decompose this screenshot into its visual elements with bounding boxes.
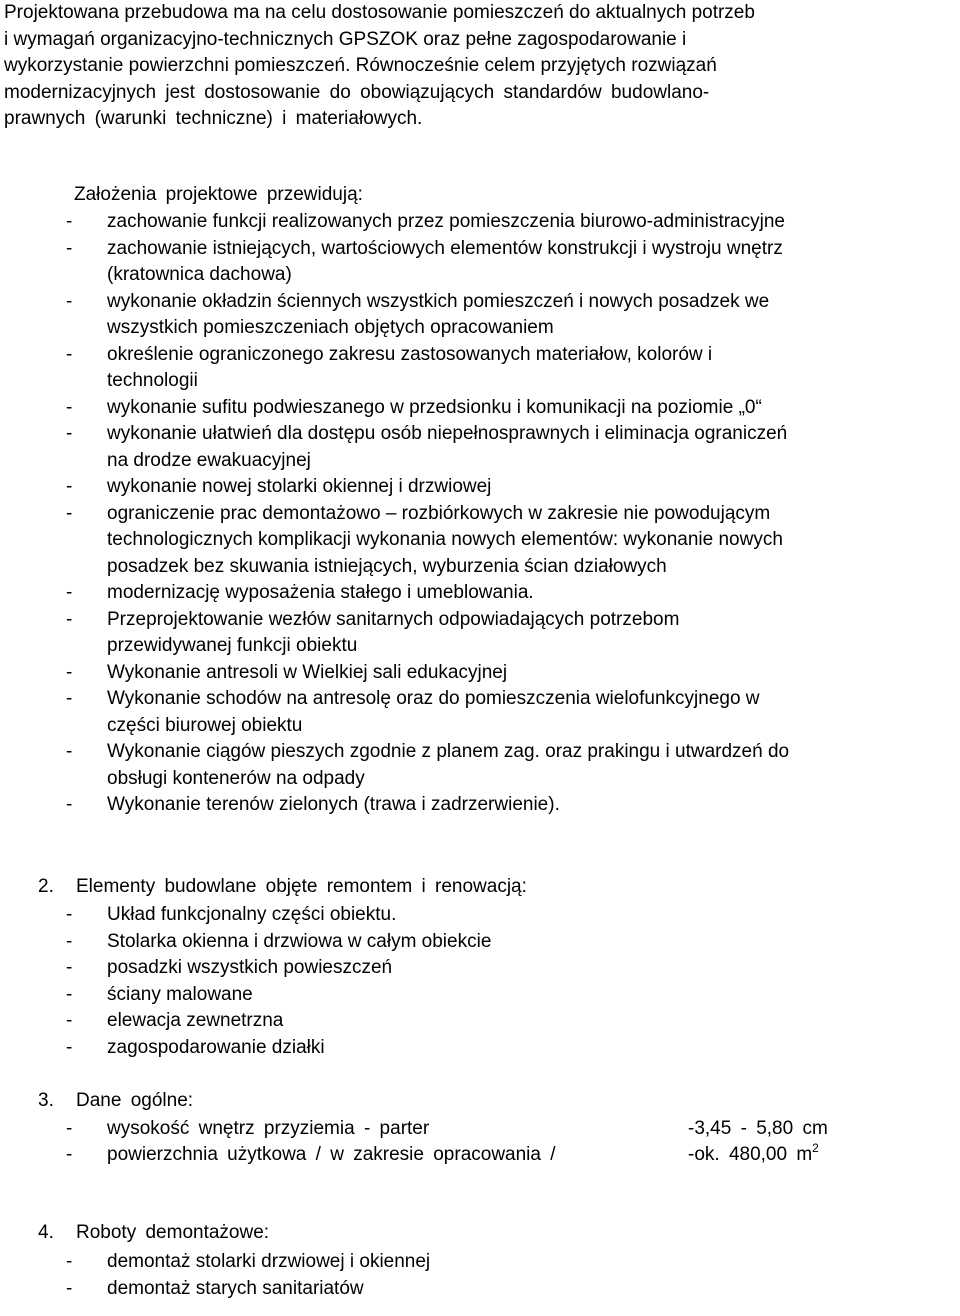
section-number: 4.: [38, 1222, 54, 1243]
dash-bullet: -: [66, 237, 73, 259]
dash-bullet: -: [66, 794, 73, 815]
dash-bullet: -: [66, 904, 73, 925]
dash-bullet: -: [66, 343, 73, 365]
assumptions-list: [66, 209, 789, 819]
intro-line: modernizacyjnych jest dostosowanie do obowiązujących standardów budowlano-: [4, 81, 710, 103]
list-item: [66, 1008, 491, 1035]
list-item: [66, 902, 491, 929]
dash-bullet: -: [66, 957, 73, 978]
list-item: [66, 1035, 491, 1062]
list-item-line: Stolarka okienna i drzwiowa w całym obiekcie: [107, 930, 492, 952]
list-item-line: zachowanie funkcji realizowanych przez pomieszczenia biurowo-administracyjne: [107, 211, 785, 232]
list-item-line: na drodze ewakuacyjnej: [107, 449, 311, 471]
list-item: [66, 474, 789, 501]
data-label: powierzchnia użytkowa / w zakresie opracowania /: [107, 1144, 556, 1165]
section-2-heading: [38, 876, 527, 898]
data-row-height: [66, 1116, 956, 1143]
section-title: Dane ogólne:: [76, 1090, 194, 1111]
section-3-heading: [38, 1090, 193, 1112]
list-item-line: Wykonanie schodów na antresolę oraz do pomieszczenia wielofunkcyjnego w: [107, 688, 760, 709]
list-item-line: (kratownica dachowa): [107, 264, 292, 285]
list-item: [66, 209, 789, 236]
list-item-line: wykonanie ułatwień dla dostępu osób niepełnosprawnych i eliminacja ograniczeń: [107, 423, 788, 444]
list-item: [66, 421, 789, 474]
list-item-line: wszystkich pomieszczeniach objętych opracowaniem: [107, 317, 554, 338]
section-4-heading: [38, 1222, 269, 1244]
list-item-line: modernizację wyposażenia stałego i umeblowania.: [107, 582, 534, 603]
dash-bullet: -: [66, 211, 73, 232]
list-item-line: Wykonanie terenów zielonych (trawa i zadrzerwienie).: [107, 794, 560, 815]
dash-bullet: -: [66, 1144, 73, 1165]
list-item: [66, 955, 491, 982]
dash-bullet: -: [66, 582, 73, 603]
list-item: [66, 1276, 430, 1303]
list-item-line: demontaż starych sanitariatów: [107, 1277, 364, 1299]
list-item-line: demontaż stolarki drzwiowej i okiennej: [107, 1251, 431, 1272]
list-item-line: Przeprojektowanie wezłów sanitarnych odpowiadających potrzebom: [107, 608, 680, 630]
list-item: [66, 236, 789, 289]
dash-bullet: -: [66, 1251, 73, 1272]
list-item-line: części biurowej obiektu: [107, 714, 303, 736]
list-item-line: Wykonanie antresoli w Wielkiej sali edukacyjnej: [107, 661, 508, 683]
dash-bullet: -: [66, 502, 73, 524]
intro-line: Projektowana przebudowa ma na celu dostosowanie pomieszczeń do aktualnych potrzeb: [4, 2, 755, 23]
list-item: [66, 686, 789, 739]
list-item: [66, 660, 789, 687]
dash-bullet: -: [66, 1036, 73, 1058]
assumptions-heading: Założenia projektowe przewidują:: [74, 184, 363, 205]
dash-bullet: -: [66, 1118, 73, 1139]
dash-bullet: -: [66, 1277, 73, 1299]
section-2-list: [66, 902, 491, 1061]
data-value-text: -ok. 480,00 m: [688, 1144, 813, 1165]
dash-bullet: -: [66, 930, 73, 952]
list-item-line: Układ funkcjonalny części obiektu.: [107, 904, 397, 925]
intro-line: wykorzystanie powierzchni pomieszczeń. Równocześnie celem przyjętych rozwiązań: [4, 55, 717, 76]
intro-line: prawnych (warunki techniczne) i materiałowych.: [4, 108, 423, 129]
list-item-line: ograniczenie prac demontażowo – rozbiórkowych w zakresie nie powodującym: [107, 502, 771, 524]
list-item-line: przewidywanej funkcji obiektu: [107, 635, 358, 656]
dash-bullet: -: [66, 661, 73, 683]
list-item-line: ściany malowane: [107, 983, 253, 1005]
list-item: [66, 501, 789, 581]
section-title: Roboty demontażowe:: [76, 1222, 270, 1243]
section-title: Elementy budowlane objęte remontem i renowacją:: [76, 876, 527, 897]
list-item-line: zachowanie istniejących, wartościowych elementów konstrukcji i wystroju wnętrz: [107, 237, 783, 259]
dash-bullet: -: [66, 290, 73, 312]
list-item: [66, 982, 491, 1009]
list-item-line: technologii: [107, 370, 198, 391]
list-item-line: posadzek bez skuwania istniejących, wyburzenia ścian działowych: [107, 555, 667, 577]
dash-bullet: -: [66, 608, 73, 630]
list-item: [66, 607, 789, 660]
dash-bullet: -: [66, 396, 73, 418]
intro-paragraph: [4, 0, 954, 133]
dash-bullet: -: [66, 741, 73, 762]
list-item: [66, 1249, 430, 1276]
section-4-list: [66, 1249, 430, 1302]
data-label: wysokość wnętrz przyziemia - parter: [107, 1118, 430, 1139]
section-number: 3.: [38, 1090, 54, 1111]
list-item-line: posadzki wszystkich powieszczeń: [107, 957, 393, 978]
data-row-area: [66, 1142, 956, 1169]
list-item: [66, 289, 789, 342]
list-item-line: elewacja zewnetrzna: [107, 1010, 284, 1031]
list-item-line: określenie ograniczonego zakresu zastosowanych materiałow, kolorów i: [107, 343, 713, 365]
list-item-line: wykonanie sufitu podwieszanego w przedsionku i komunikacji na poziomie „0“: [107, 396, 762, 418]
dash-bullet: -: [66, 423, 73, 444]
list-item: [66, 929, 491, 956]
list-item: [66, 395, 789, 422]
intro-line: i wymagań organizacyjno-technicznych GPSZOK oraz pełne zagospodarowanie i: [4, 28, 687, 50]
list-item-line: obsługi kontenerów na odpady: [107, 767, 365, 789]
list-item: [66, 739, 789, 792]
dash-bullet: -: [66, 1010, 73, 1031]
list-item: [66, 792, 789, 819]
dash-bullet: -: [66, 476, 73, 497]
section-number: 2.: [38, 876, 54, 897]
list-item: [66, 580, 789, 607]
list-item-line: technologicznych komplikacji wykonania nowych elementów: wykonanie nowych: [107, 529, 783, 550]
data-value: [688, 1142, 819, 1169]
unit-exponent: 2: [812, 1141, 819, 1155]
data-value: -3,45 - 5,80 cm: [688, 1118, 828, 1139]
list-item: [66, 342, 789, 395]
dash-bullet: -: [66, 688, 73, 709]
list-item-line: wykonanie okładzin ściennych wszystkich pomieszczeń i nowych posadzek we: [107, 290, 770, 312]
dash-bullet: -: [66, 983, 73, 1005]
list-item-line: Wykonanie ciągów pieszych zgodnie z planem zag. oraz prakingu i utwardzeń do: [107, 741, 790, 762]
list-item-line: wykonanie nowej stolarki okiennej i drzwiowej: [107, 476, 492, 497]
list-item-line: zagospodarowanie działki: [107, 1036, 325, 1058]
